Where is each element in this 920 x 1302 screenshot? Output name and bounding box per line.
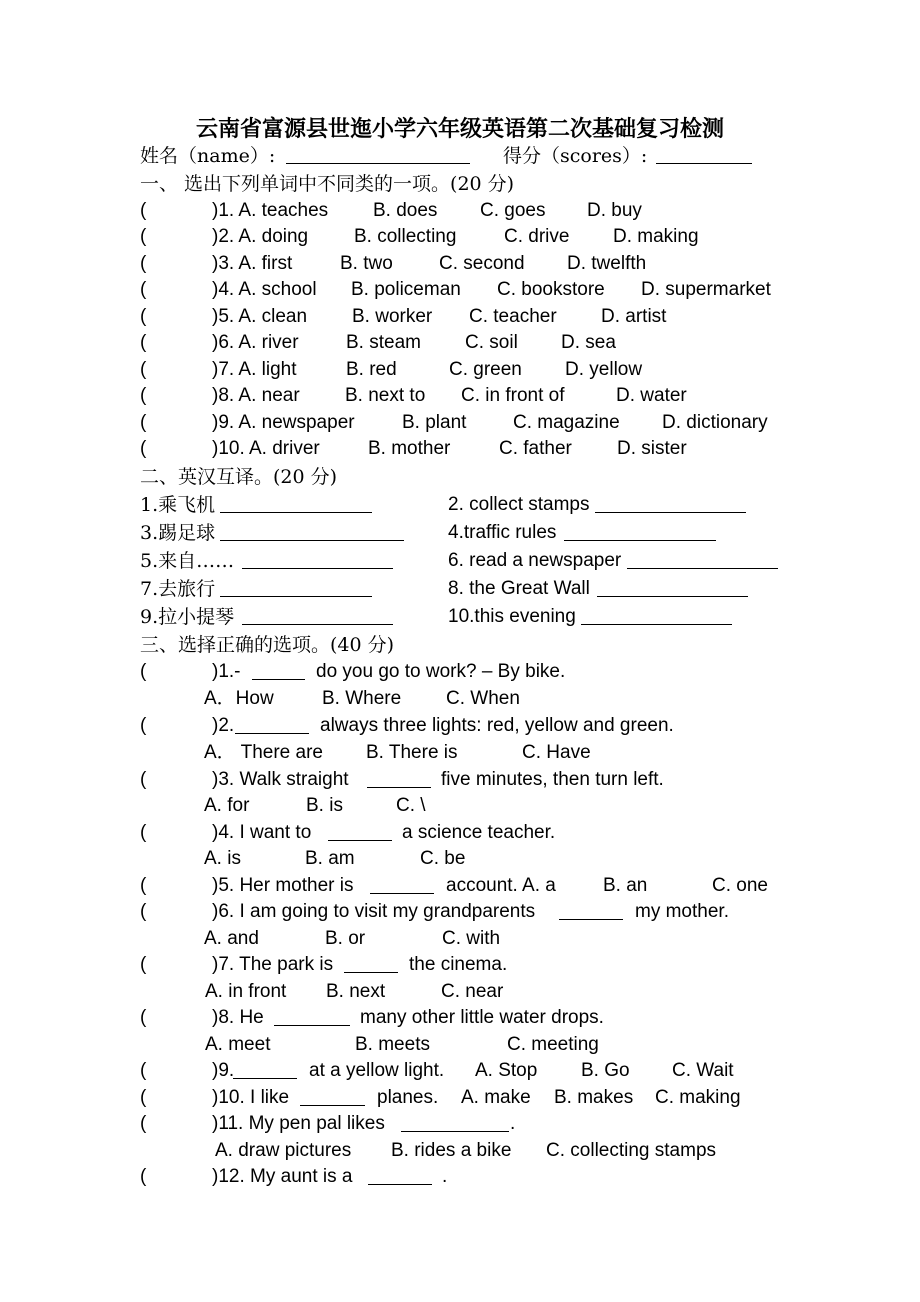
question-text: )12. My aunt is a bbox=[212, 1166, 353, 1187]
option-a: )10. A. driver bbox=[212, 438, 320, 459]
option-b: B. mother bbox=[368, 438, 451, 459]
answer-paren[interactable]: ( bbox=[140, 226, 147, 247]
option-c: C. near bbox=[441, 981, 504, 1002]
option-d: D. making bbox=[613, 226, 699, 247]
question-text: . bbox=[442, 1166, 448, 1187]
answer-blank[interactable] bbox=[252, 659, 305, 680]
part3-heading: 三、选择正确的选项。(40 分) bbox=[140, 634, 395, 656]
question-text: )11. My pen pal likes bbox=[212, 1113, 385, 1134]
answer-paren[interactable]: ( bbox=[140, 901, 147, 922]
option-b: B. is bbox=[306, 795, 343, 816]
option-b: B. next bbox=[326, 981, 386, 1002]
answer-paren[interactable]: ( bbox=[140, 769, 147, 790]
answer-paren[interactable]: ( bbox=[140, 661, 147, 682]
answer-blank[interactable] bbox=[559, 899, 623, 920]
answer-blank[interactable] bbox=[274, 1005, 350, 1026]
answer-paren[interactable]: ( bbox=[140, 332, 147, 353]
question-text: at a yellow light. bbox=[309, 1060, 445, 1081]
question-text: do you go to work? – By bike. bbox=[316, 661, 566, 682]
answer-paren[interactable]: ( bbox=[140, 715, 147, 736]
option-b: B. Where bbox=[322, 688, 402, 709]
question-text: the cinema. bbox=[409, 954, 508, 975]
option-b: B. two bbox=[340, 253, 393, 274]
name-label: 姓名（name）: bbox=[140, 145, 276, 167]
option-b: B. steam bbox=[346, 332, 421, 353]
option-c: C. When bbox=[446, 688, 520, 709]
translation-prompt: 10.this evening bbox=[448, 606, 576, 627]
answer-blank[interactable] bbox=[595, 492, 746, 513]
answer-blank[interactable] bbox=[367, 767, 431, 788]
answer-paren[interactable]: ( bbox=[140, 306, 147, 327]
option-b: B. or bbox=[325, 928, 366, 949]
answer-paren[interactable]: ( bbox=[140, 412, 147, 433]
question-text: five minutes, then turn left. bbox=[441, 769, 664, 790]
option-a: A. make bbox=[461, 1087, 531, 1108]
option-c: C. green bbox=[449, 359, 522, 380]
answer-paren[interactable]: ( bbox=[140, 1007, 147, 1028]
option-a: )4. A. school bbox=[212, 279, 317, 300]
question-text: account. A. a bbox=[446, 875, 556, 896]
option-a: A． There are bbox=[204, 742, 323, 763]
answer-blank[interactable] bbox=[242, 604, 393, 625]
question-text: )8. He bbox=[212, 1007, 264, 1028]
option-a: A. in front bbox=[205, 981, 287, 1002]
answer-blank[interactable] bbox=[370, 873, 434, 894]
answer-paren[interactable]: ( bbox=[140, 253, 147, 274]
option-b: B. an bbox=[603, 875, 648, 896]
option-c: C. bookstore bbox=[497, 279, 605, 300]
score-label: 得分（scores）: bbox=[503, 145, 648, 167]
option-c: C. Have bbox=[522, 742, 591, 763]
option-d: D. sea bbox=[561, 332, 616, 353]
answer-paren[interactable]: ( bbox=[140, 279, 147, 300]
question-text: a science teacher. bbox=[402, 822, 556, 843]
translation-prompt: 4.traffic rules bbox=[448, 522, 557, 543]
option-c: C. father bbox=[499, 438, 572, 459]
answer-paren[interactable]: ( bbox=[140, 200, 147, 221]
option-a: A. for bbox=[204, 795, 250, 816]
option-a: A．How bbox=[204, 688, 274, 709]
option-a: )6. A. river bbox=[212, 332, 299, 353]
question-text: always three lights: red, yellow and green. bbox=[320, 715, 674, 736]
option-c: C. Wait bbox=[672, 1060, 734, 1081]
option-c: C. \ bbox=[396, 795, 426, 816]
score-blank[interactable] bbox=[656, 143, 752, 164]
answer-paren[interactable]: ( bbox=[140, 1166, 147, 1187]
option-b: B. worker bbox=[352, 306, 433, 327]
translation-prompt: 5.来自…… bbox=[140, 550, 235, 572]
question-text: planes. bbox=[377, 1087, 439, 1108]
option-a: )2. A. doing bbox=[212, 226, 309, 247]
name-blank[interactable] bbox=[286, 143, 470, 164]
translation-prompt: 2. collect stamps bbox=[448, 494, 590, 515]
option-d: D. twelfth bbox=[567, 253, 647, 274]
option-b: B. There is bbox=[366, 742, 458, 763]
answer-paren[interactable]: ( bbox=[140, 954, 147, 975]
question-text: )10. I like bbox=[212, 1087, 290, 1108]
question-text: many other little water drops. bbox=[360, 1007, 604, 1028]
option-c: C. soil bbox=[465, 332, 518, 353]
option-c: C. drive bbox=[504, 226, 570, 247]
option-b: B. red bbox=[346, 359, 397, 380]
option-b: B. makes bbox=[554, 1087, 634, 1108]
option-d: D. dictionary bbox=[662, 412, 768, 433]
page-title: 云南省富源县世迤小学六年级英语第二次基础复习检测 bbox=[195, 116, 724, 142]
option-c: C. collecting stamps bbox=[546, 1140, 717, 1161]
answer-blank[interactable] bbox=[220, 576, 372, 597]
answer-blank[interactable] bbox=[220, 520, 404, 541]
translation-prompt: 1.乘飞机 bbox=[140, 494, 216, 516]
option-a: A. is bbox=[204, 848, 241, 869]
option-c: C. one bbox=[712, 875, 768, 896]
answer-blank[interactable] bbox=[233, 1058, 297, 1079]
option-a: )3. A. first bbox=[212, 253, 293, 274]
answer-blank[interactable] bbox=[627, 548, 778, 569]
option-d: D. supermarket bbox=[641, 279, 771, 300]
option-d: D. water bbox=[616, 385, 687, 406]
answer-paren[interactable]: ( bbox=[140, 822, 147, 843]
answer-paren[interactable]: ( bbox=[140, 1087, 147, 1108]
question-text: )2. bbox=[212, 715, 235, 736]
option-b: B. am bbox=[305, 848, 355, 869]
option-d: D. artist bbox=[601, 306, 667, 327]
option-a: A. meet bbox=[205, 1034, 271, 1055]
option-c: C. be bbox=[420, 848, 466, 869]
answer-blank[interactable] bbox=[328, 820, 392, 841]
translation-prompt: 8. the Great Wall bbox=[448, 578, 590, 599]
option-c: C. second bbox=[439, 253, 525, 274]
question-text: . bbox=[510, 1113, 516, 1134]
option-c: C. in front of bbox=[461, 385, 565, 406]
translation-prompt: 7.去旅行 bbox=[140, 578, 216, 600]
answer-blank[interactable] bbox=[344, 952, 398, 973]
option-c: C. meeting bbox=[507, 1034, 599, 1055]
translation-prompt: 6. read a newspaper bbox=[448, 550, 622, 571]
answer-blank[interactable] bbox=[597, 576, 748, 597]
option-c: C. teacher bbox=[469, 306, 557, 327]
option-b: B. does bbox=[373, 200, 438, 221]
question-text: )7. The park is bbox=[212, 954, 334, 975]
question-text: )5. Her mother is bbox=[212, 875, 354, 896]
option-d: D. yellow bbox=[565, 359, 643, 380]
translation-prompt: 9.拉小提琴 bbox=[140, 606, 235, 628]
answer-blank[interactable] bbox=[242, 548, 393, 569]
answer-paren[interactable]: ( bbox=[140, 1060, 147, 1081]
option-a: )7. A. light bbox=[212, 359, 297, 380]
answer-blank[interactable] bbox=[581, 604, 732, 625]
answer-blank[interactable] bbox=[401, 1111, 509, 1132]
question-text: )3. Walk straight bbox=[212, 769, 349, 790]
option-b: B. next to bbox=[345, 385, 426, 406]
option-b: B. meets bbox=[355, 1034, 430, 1055]
answer-blank[interactable] bbox=[300, 1085, 365, 1106]
option-c: C. with bbox=[442, 928, 501, 949]
option-a: )1. A. teaches bbox=[212, 200, 329, 221]
option-d: D. sister bbox=[617, 438, 687, 459]
question-text: )9. bbox=[212, 1060, 235, 1081]
part2-heading: 二、英汉互译。(20 分) bbox=[140, 466, 338, 488]
question-text: )6. I am going to visit my grandparents bbox=[212, 901, 536, 922]
option-c: C. making bbox=[655, 1087, 741, 1108]
answer-paren[interactable]: ( bbox=[140, 1113, 147, 1134]
option-a: )5. A. clean bbox=[212, 306, 308, 327]
translation-prompt: 3.踢足球 bbox=[140, 522, 216, 544]
option-a: A. draw pictures bbox=[215, 1140, 352, 1161]
answer-paren[interactable]: ( bbox=[140, 875, 147, 896]
option-a: )9. A. newspaper bbox=[212, 412, 355, 433]
option-d: D. buy bbox=[587, 200, 642, 221]
question-text: )4. I want to bbox=[212, 822, 312, 843]
option-a: )8. A. near bbox=[212, 385, 300, 406]
option-a: A. Stop bbox=[475, 1060, 538, 1081]
answer-blank[interactable] bbox=[564, 520, 716, 541]
option-a: A. and bbox=[204, 928, 259, 949]
option-b: B. collecting bbox=[354, 226, 457, 247]
answer-paren[interactable]: ( bbox=[140, 438, 147, 459]
answer-blank[interactable] bbox=[220, 492, 372, 513]
option-b: B. plant bbox=[402, 412, 467, 433]
option-c: C. magazine bbox=[513, 412, 620, 433]
question-text: my mother. bbox=[635, 901, 729, 922]
answer-blank[interactable] bbox=[368, 1164, 432, 1185]
option-b: B. policeman bbox=[351, 279, 461, 300]
option-b: B. Go bbox=[581, 1060, 630, 1081]
answer-paren[interactable]: ( bbox=[140, 359, 147, 380]
option-c: C. goes bbox=[480, 200, 546, 221]
part1-heading: 一、 选出下列单词中不同类的一项。(20 分) bbox=[140, 173, 515, 195]
question-text: )1.- bbox=[212, 661, 241, 682]
answer-blank[interactable] bbox=[235, 713, 309, 734]
option-b: B. rides a bike bbox=[391, 1140, 512, 1161]
answer-paren[interactable]: ( bbox=[140, 385, 147, 406]
